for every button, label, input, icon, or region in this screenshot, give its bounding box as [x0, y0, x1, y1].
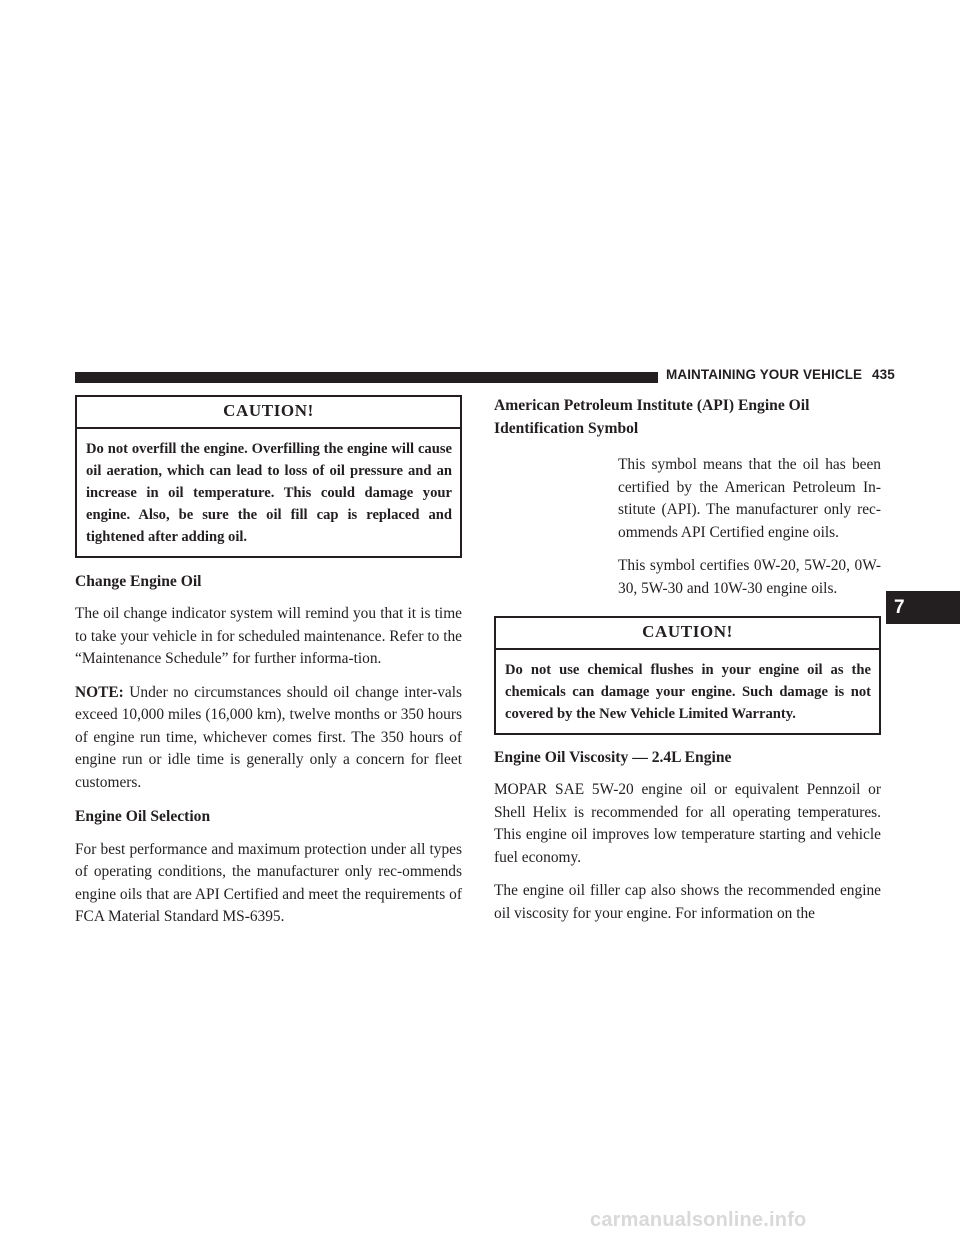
heading-change-engine-oil: Change Engine Oil: [75, 572, 202, 590]
header-rule: [75, 372, 658, 383]
left-column: [75, 395, 462, 929]
caution-box-flushes: [494, 616, 881, 735]
api-symbol-description: [494, 454, 881, 600]
chapter-tab: 7: [886, 591, 960, 624]
heading-api-symbol: American Petroleum Institute (API) Engine Oil Identification Symbol: [494, 397, 810, 437]
heading-engine-oil-selection: Engine Oil Selection: [75, 808, 211, 825]
api-paragraph-1: This symbol means that the oil has been certified by the American Petroleum In-stitute (API). The manufacturer only rec-ommends API Certified engine oils.: [618, 456, 881, 541]
page-number: 435: [872, 367, 895, 382]
viscosity-paragraph-2: The engine oil filler cap also shows the recommended engine oil viscosity for your engine. For information on the: [494, 882, 881, 922]
heading-oil-viscosity: Engine Oil Viscosity — 2.4L Engine: [494, 748, 732, 766]
caution-text: Do not overfill the engine. Overfilling the engine will cause oil aeration, which can lead to loss of oil pressure and an increase in oil temperature. This could damage your engine. Also, be sure the oil fill cap is replaced and tightened after adding oil.: [86, 440, 452, 545]
note-label: NOTE:: [75, 683, 124, 701]
change-oil-paragraph: The oil change indicator system will remind you that it is time to take your vehicle in for scheduled maintenance. Refer to the “Maintenance Schedule” for further informa-tion.: [75, 605, 462, 667]
oil-selection-paragraph: For best performance and maximum protection under all types of operating conditions, the manufacturer only rec-ommends engine oils that are API Certified and meet the requirements of FCA Material Standard MS-6395.: [75, 840, 462, 925]
caution-title: CAUTION!: [496, 618, 879, 650]
section-title: MAINTAINING YOUR VEHICLE: [666, 367, 863, 382]
caution-title: CAUTION!: [77, 397, 460, 429]
running-header: [666, 367, 895, 382]
caution-text: Do not use chemical flushes in your engine oil as the chemicals can damage your engine. Such damage is not covered by the New Vehicle Limited Warranty.: [505, 661, 871, 722]
api-paragraph-2: This symbol certifies 0W-20, 5W-20, 0W-30, 5W-30 and 10W-30 engine oils.: [618, 557, 881, 597]
note-paragraph: [75, 682, 462, 795]
caution-box-overfill: [75, 395, 462, 558]
note-text: Under no circumstances should oil change inter-vals exceed 10,000 miles (16,000 km), twelve months or 350 hours of engine run time, whichever comes first. The 350 hours of engine run or idle time is generally only a concern for fleet customers.: [75, 683, 462, 791]
viscosity-paragraph-1: MOPAR SAE 5W-20 engine oil or equivalent Pennzoil or Shell Helix is recommended for all operating temperatures. This engine oil improves low temperature starting and vehicle fuel economy.: [494, 781, 881, 866]
watermark: carmanualsonline.info: [590, 1209, 807, 1231]
right-column: [494, 395, 881, 925]
